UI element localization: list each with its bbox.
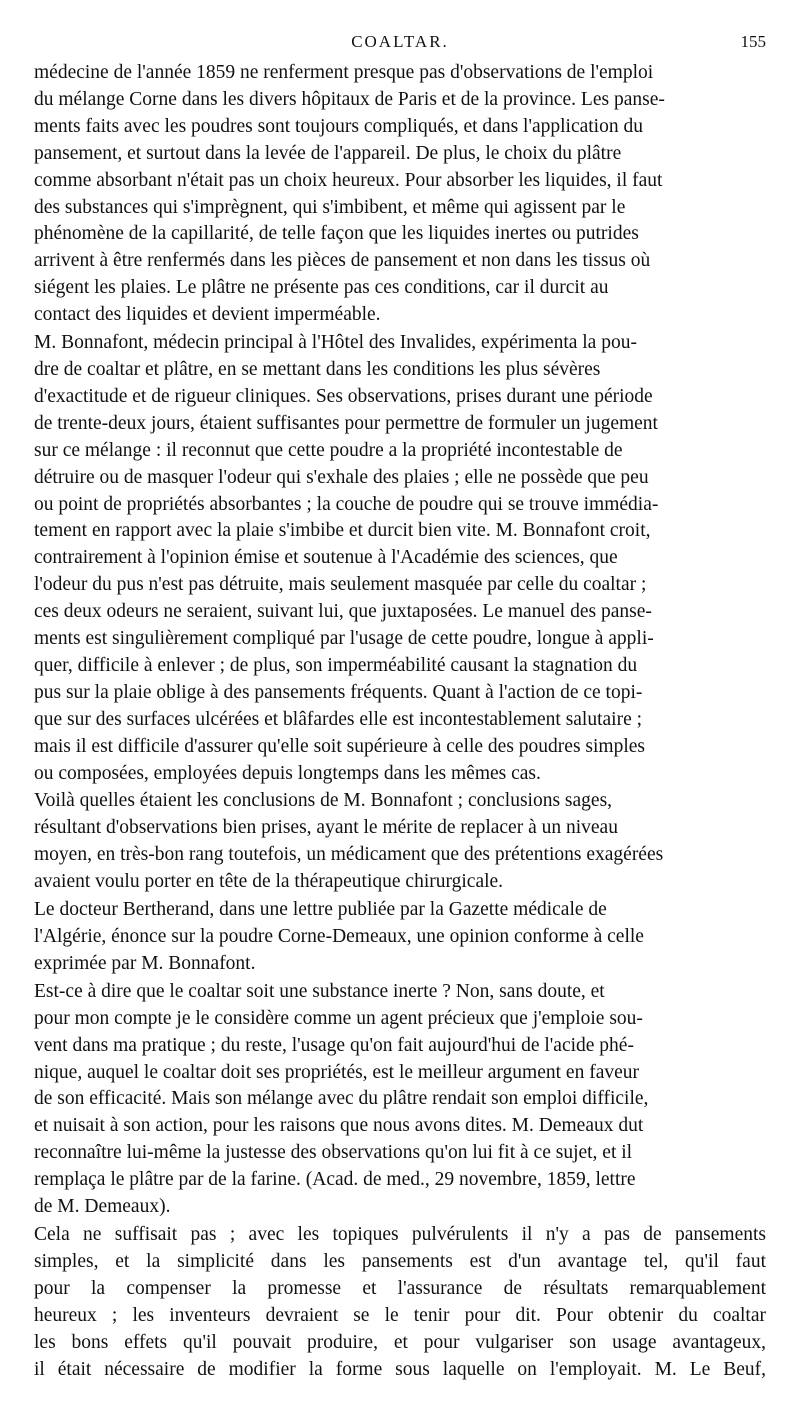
paragraph-1: médecine de l'année 1859 ne renferment presque pas d'observations de l'emploi du mélange Corne dans les divers hôpitaux de Paris et de la province. Les panse- ments faits avec les poudres sont toujours compliqués, et dans l'application du pansement, et surtout dans la levée de l'appareil. De plus, le choix du plâtre comme absorbant n'était pas un choix heureux. Pour absorber les liquides, il faut des substances qui s'imprègnent, qui s'imbibent, et même qui agissent par le phénomène de la capillarité, de telle façon que les liquides inertes ou putrides arrivent à être renfermés dans les pièces de pansement et non dans les tissus où siégent les plaies. Le plâtre ne présente pas ces conditions, car il durcit au contact des liquides et devient imperméable. <box>34 62 665 326</box>
paragraph-3: Voilà quelles étaient les conclusions de M. Bonnafont ; conclusions sages, résultant d'observations bien prises, ayant le mérite de replacer à un niveau moyen, en très-bon rang toutefois, un médicament que des prétentions exagérées avaient voulu porter en tête de la thérapeutique chirurgicale. <box>34 790 664 893</box>
paragraph-2: M. Bonnafont, médecin principal à l'Hôtel des Invalides, expérimenta la pou- dre de coaltar et plâtre, en se mettant dans les conditions les plus sévères d'exactitude et de rigueur cliniques. Ses observations, prises durant une période de trente-deux jours, étaient suffisantes pour permettre de formuler un jugement sur ce mélange : il reconnut que cette poudre a la propriété incontestable de détruire ou de masquer l'odeur qui s'exhale des plaies ; elle ne possède que peu ou point de propriétés absorbantes ; la couche de poudre qui se trouve immédia- tement en rapport avec la plaie s'imbibe et durcit bien vite. M. Bonnafont croit, contrairement à l'opinion émise et soutenue à l'Académie des sciences, que l'odeur du pus n'est pas détruite, mais seulement masquée par celle du coaltar ; ces deux odeurs ne seraient, suivant lui, que juxtaposées. Le manuel des panse- ments est singulièrement compliqué par l'usage de cette poudre, longue à appli- quer, difficile à enlever ; de plus, son imperméabilité causant la stagnation du pus sur la plaie oblige à des pansements fréquents. Quant à l'action de ce topi- que sur des surfaces ulcérées et blâfardes elle est incontestablement salutaire ; mais il est difficile d'assurer qu'elle soit supérieure à celle des poudres simples ou composées, employées depuis longtemps dans les mêmes cas. <box>34 332 659 784</box>
page-content <box>34 26 766 1383</box>
paragraph-6: Cela ne suffisait pas ; avec les topiques pulvérulents il n'y a pas de pansements simples, et la simplicité dans les pansements est d'un avantage tel, qu'il faut pour la compenser la promesse et l'assurance de résultats remarquablement heureux ; les inventeurs devraient se le tenir pour dit. Pour obtenir du coaltar les bons effets qu'il pouvait produire, et pour vulgariser son usage avantageux, il était nécessaire de modifier la forme sous laquelle on l'employait. M. Le Beuf, <box>34 1223 766 1380</box>
paragraph-4: Le docteur Bertherand, dans une lettre publiée par la Gazette médicale de l'Algérie, énonce sur la poudre Corne-Demeaux, une opinion conforme à celle exprimée par M. Bonnafont. <box>34 899 644 974</box>
paragraph-5: Est-ce à dire que le coaltar soit une substance inerte ? Non, sans doute, et pour mon compte je le considère comme un agent précieux que j'emploie sou- vent dans ma pratique ; du reste, l'usage qu'on fait aujourd'hui de l'acide phé- nique, auquel le coaltar doit ses propriétés, est le meilleur argument en faveur de son efficacité. Mais son mélange avec du plâtre rendait son emploi difficile, et nuisait à son action, pour les raisons que nous avons dites. M. Demeaux dut reconnaître lui-même la justesse des observations qu'on lui fit à ce sujet, et il remplaça le plâtre par de la farine. (Acad. de med., 29 novembre, 1859, lettre de M. Demeaux). <box>34 980 649 1218</box>
running-title: COALTAR. <box>351 32 449 51</box>
running-head <box>34 26 766 60</box>
body-text <box>34 60 766 1383</box>
page-number: 155 <box>740 32 766 51</box>
